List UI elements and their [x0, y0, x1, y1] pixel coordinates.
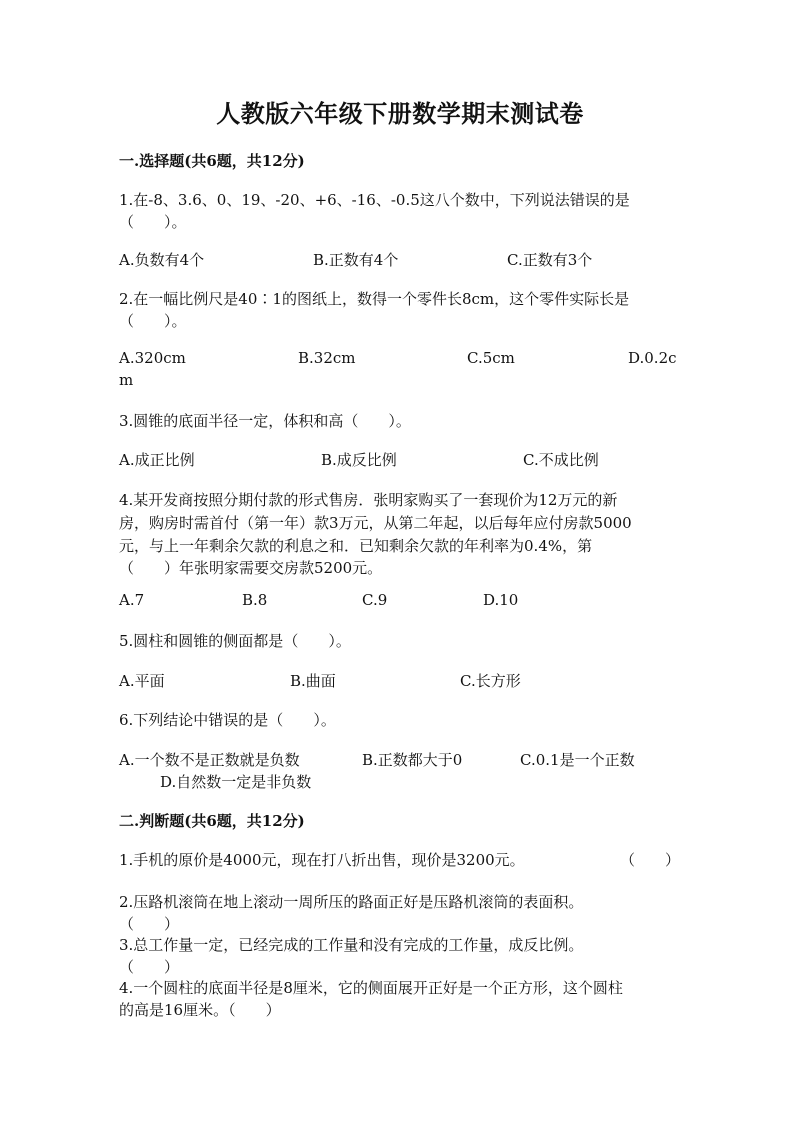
- judgement-1-blank: （ ）: [620, 851, 681, 869]
- question-3-option-c: C.不成比例: [523, 451, 599, 469]
- question-5-option-c: C.长方形: [460, 672, 521, 690]
- question-2-blank: （ ）。: [119, 312, 187, 330]
- question-4-text-line3: 元，与上一年剩余欠款的利息之和．已知剩余欠款的年利率为0.4%，第: [119, 537, 593, 555]
- question-4-option-c: C.9: [362, 591, 388, 609]
- question-3-option-b: B.成反比例: [321, 451, 397, 469]
- question-6-option-d: D.自然数一定是非负数: [160, 773, 312, 791]
- question-2-text: 2.在一幅比例尺是40∶1的图纸上，数得一个零件长8cm，这个零件实际长是: [119, 290, 630, 308]
- judgement-2-text: 2.压路机滚筒在地上滚动一周所压的路面正好是压路机滚筒的表面积。: [119, 893, 584, 911]
- question-5-option-b: B.曲面: [290, 672, 336, 690]
- question-6-option-a: A.一个数不是正数就是负数: [119, 751, 300, 769]
- section-heading-judgement: 二.判断题(共6题，共12分): [119, 812, 305, 830]
- judgement-4-text-line1: 4.一个圆柱的底面半径是8厘米，它的侧面展开正好是一个正方形，这个圆柱: [119, 979, 623, 997]
- question-6-text: 6.下列结论中错误的是（ ）。: [119, 711, 336, 729]
- question-1-blank: （ ）。: [119, 213, 187, 231]
- question-5-text: 5.圆柱和圆锥的侧面都是（ ）。: [119, 632, 351, 650]
- question-6-option-b: B.正数都大于0: [362, 751, 463, 769]
- section-heading-choice: 一.选择题(共6题，共12分): [119, 152, 305, 170]
- page-title: 人教版六年级下册数学期末测试卷: [216, 99, 584, 128]
- judgement-1-text: 1.手机的原价是4000元，现在打八折出售，现价是3200元。: [119, 851, 525, 869]
- question-3-text: 3.圆锥的底面半径一定，体积和高（ ）。: [119, 412, 411, 430]
- question-4-option-a: A.7: [119, 591, 145, 609]
- question-6-option-c: C.0.1是一个正数: [520, 751, 635, 769]
- judgement-3-blank: （ ）: [119, 958, 180, 976]
- question-4-option-d: D.10: [483, 591, 519, 609]
- question-2-option-b: B.32cm: [298, 349, 356, 367]
- judgement-3-text: 3.总工作量一定，已经完成的工作量和没有完成的工作量，成反比例。: [119, 936, 584, 954]
- question-4-text-line4: （ ）年张明家需要交房款5200元。: [119, 559, 383, 577]
- question-4-text-line2: 房，购房时需首付（第一年）款3万元，从第二年起，以后每年应付房款5000: [119, 514, 632, 532]
- question-2-option-d-wrap: m: [119, 371, 134, 389]
- question-1-option-c: C.正数有3个: [507, 251, 593, 269]
- question-2-option-d: D.0.2c: [628, 349, 677, 367]
- question-1-option-a: A.负数有4个: [119, 251, 205, 269]
- question-5-option-a: A.平面: [119, 672, 165, 690]
- question-4-text-line1: 4.某开发商按照分期付款的形式售房．张明家购买了一套现价为12万元的新: [119, 491, 618, 509]
- question-2-option-c: C.5cm: [467, 349, 515, 367]
- question-2-option-a: A.320cm: [119, 349, 186, 367]
- judgement-4-text-line2: 的高是16厘米。（ ）: [119, 1001, 281, 1019]
- question-3-option-a: A.成正比例: [119, 451, 195, 469]
- question-1-option-b: B.正数有4个: [313, 251, 399, 269]
- question-1-text: 1.在-8、3.6、0、19、-20、+6、-16、-0.5这八个数中，下列说法错误的是: [119, 191, 630, 209]
- question-4-option-b: B.8: [242, 591, 268, 609]
- judgement-2-blank: （ ）: [119, 915, 180, 933]
